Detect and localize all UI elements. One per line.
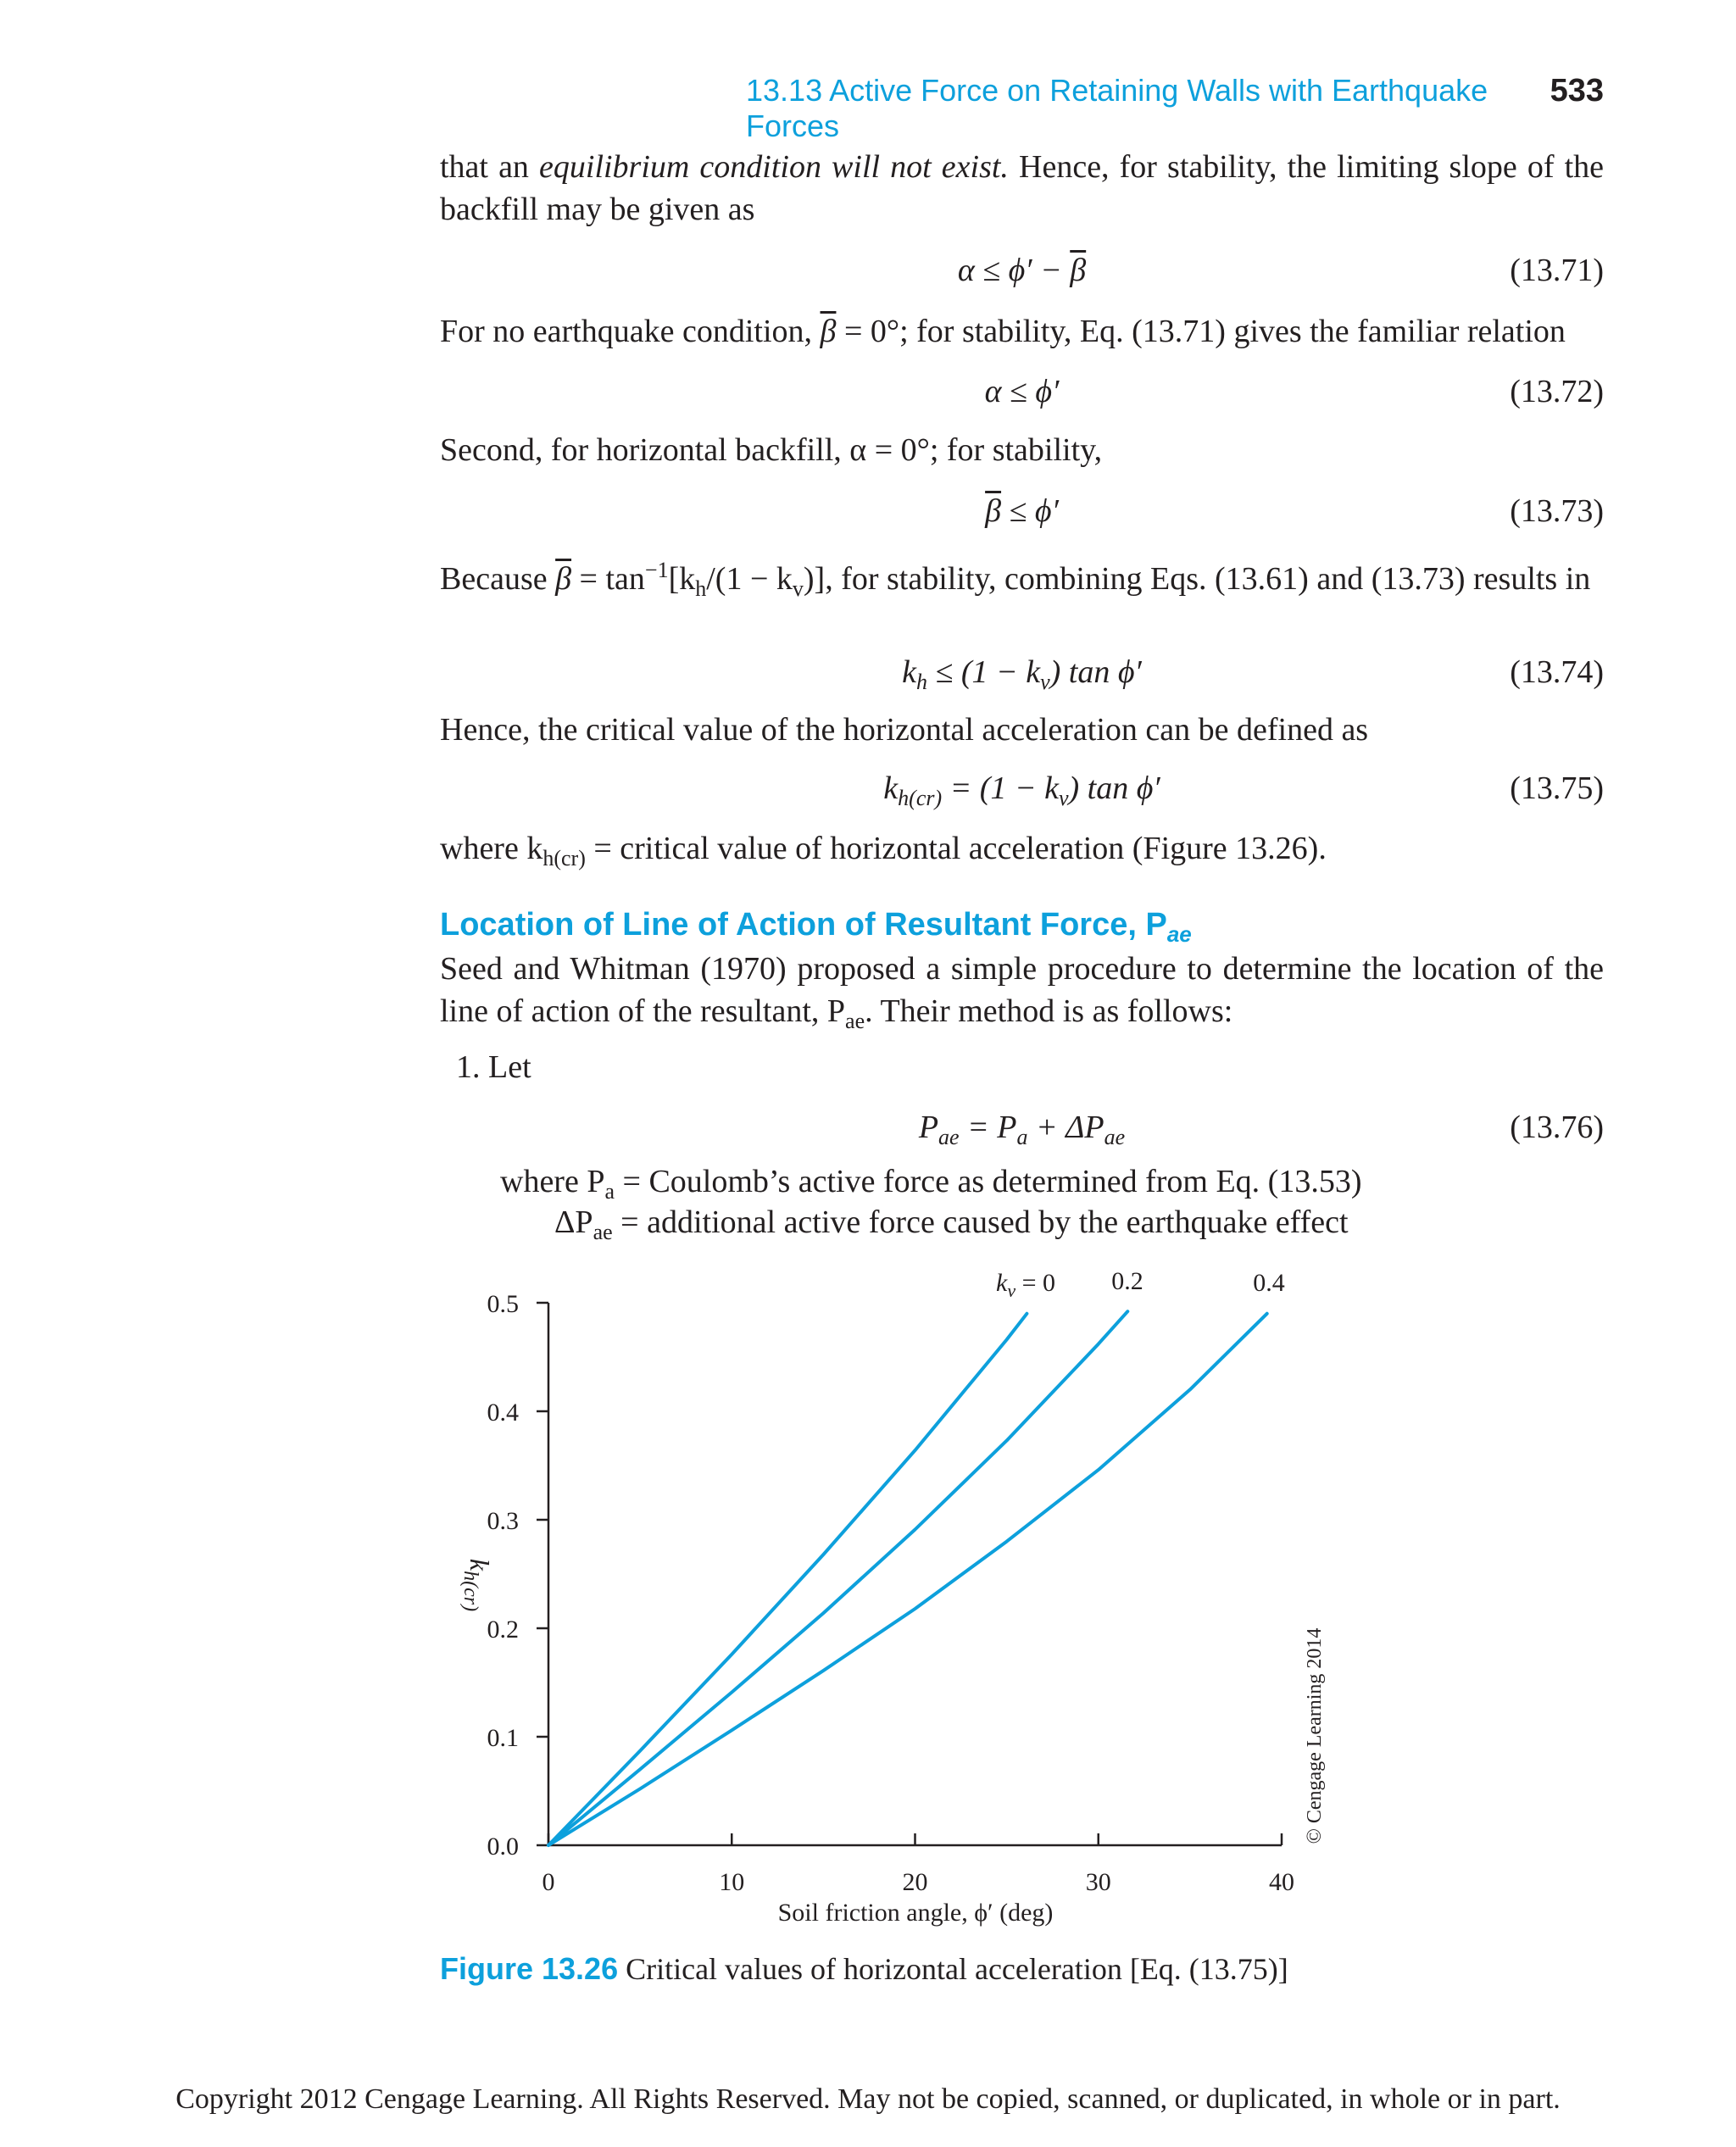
series-label-kv-0: $k_v = 0$ [996,1269,1056,1301]
equation-number: (13.71) [1510,253,1604,288]
y-tick-label: 0.1 [487,1724,519,1752]
y-tick-label: 0.5 [487,1290,519,1318]
y-tick-label: 0.4 [487,1399,519,1427]
equation-number: (13.74) [1510,654,1604,690]
equation-13-76: $P_{ae} = P_a + \Delta P_{ae}$ (13.76) [440,1106,1604,1149]
chart-labels [459,1267,1326,1927]
equation-number: (13.73) [1510,493,1604,529]
equation-13-73: $\overline{\beta} \le \phi'$ (13.73) [440,490,1604,532]
list-item: 1. Let [456,1049,531,1085]
y-tick-label: 0.3 [487,1507,519,1535]
paragraph-7: Seed and Whitman (1970) proposed a simple procedure to determine the location of the line of action of the resultant, $P_{ae}$. Their method is as follows: [440,951,1604,1033]
page-number: 533 [1550,73,1604,108]
paragraph-5: Hence, the critical value of the horizontal acceleration can be defined as [440,712,1369,748]
equation-number: (13.75) [1510,770,1604,806]
y-tick-label: 0.2 [487,1616,519,1644]
equation-number: (13.76) [1510,1110,1604,1145]
paragraph-1: that an equilibrium condition will not exist. Hence, for stability, the limiting slope of the backfill may be given as [440,149,1604,227]
chart-ticks [487,1290,1295,1896]
paragraph-6: where $k_{h(cr)}$ = critical value of horizontal acceleration (Figure 13.26). [440,831,1327,870]
emphasis-text: equilibrium condition will not exist. [539,149,1009,185]
equation-13-75: $k_{h(cr)} = (1 - k_v)$ tan ϕ′ (13.75) [440,767,1604,809]
figure-caption: Figure 13.26 Critical values of horizontal acceleration [Eq. (13.75)] [440,1951,1288,1986]
x-tick-label: 0 [542,1868,555,1896]
y-tick-label: 0.0 [487,1833,519,1861]
section-title: 13.13 Active Force on Retaining Walls with Earthquake Forces [746,73,1488,143]
paragraph-3: Second, for horizontal backfill, α = 0°; for stability, [440,432,1103,468]
curve-kv-0.2 [548,1311,1127,1845]
x-tick-label: 10 [719,1868,745,1896]
where-line-2: $\Delta P_{ae}$ = additional active force caused by the earthquake effect [554,1204,1349,1244]
series-label-kv-0.4: 0.4 [1253,1269,1285,1297]
y-axis-label: $k_{h(cr)}$ [459,1558,495,1612]
curve-kv-0.4 [548,1314,1267,1845]
chart-curves [548,1311,1267,1845]
section-heading: Location of Line of Action of Resultant Force, $P_{ae}$ [440,907,1192,947]
chart-axes [548,1303,1282,1845]
figure-label: Figure 13.26 [440,1951,619,1986]
series-label-kv-0.2: 0.2 [1111,1267,1143,1295]
copyright-footer: Copyright 2012 Cengage Learning. All Rights Reserved. May not be copied, scanned, or duplicated, in whole or in part. [175,2083,1561,2115]
x-tick-label: 30 [1085,1868,1111,1896]
equation-13-72: α ≤ ϕ′ (13.72) [440,370,1604,413]
x-tick-label: 40 [1269,1868,1294,1896]
equation-number: (13.72) [1510,374,1604,409]
equation-13-71: $\alpha \le \phi' - \overline{\beta}$ (13.71) [440,249,1604,292]
x-tick-label: 20 [902,1868,928,1896]
paragraph-4: Because $\overline{\beta} = \tan^{-1}[k_h/(1 - k_v)]$, for stability, combining Eqs. (13.61) and (13.73) results in [440,558,1591,601]
x-axis-label: Soil friction angle, ϕ′ (deg) [777,1899,1054,1927]
equation-13-74: $k_h \le (1 - k_v)$ tan ϕ′ (13.74) [440,651,1604,693]
where-line-1: where $P_a$ = Coulomb’s active force as determined from Eq. (13.53) [500,1164,1362,1204]
paragraph-2: For no earthquake condition, $\overline{\beta} = 0^\circ$; for stability, Eq. (13.71) gives the familiar relation [440,314,1566,349]
figure-copyright: © Cengage Learning 2014 [1304,1627,1326,1844]
